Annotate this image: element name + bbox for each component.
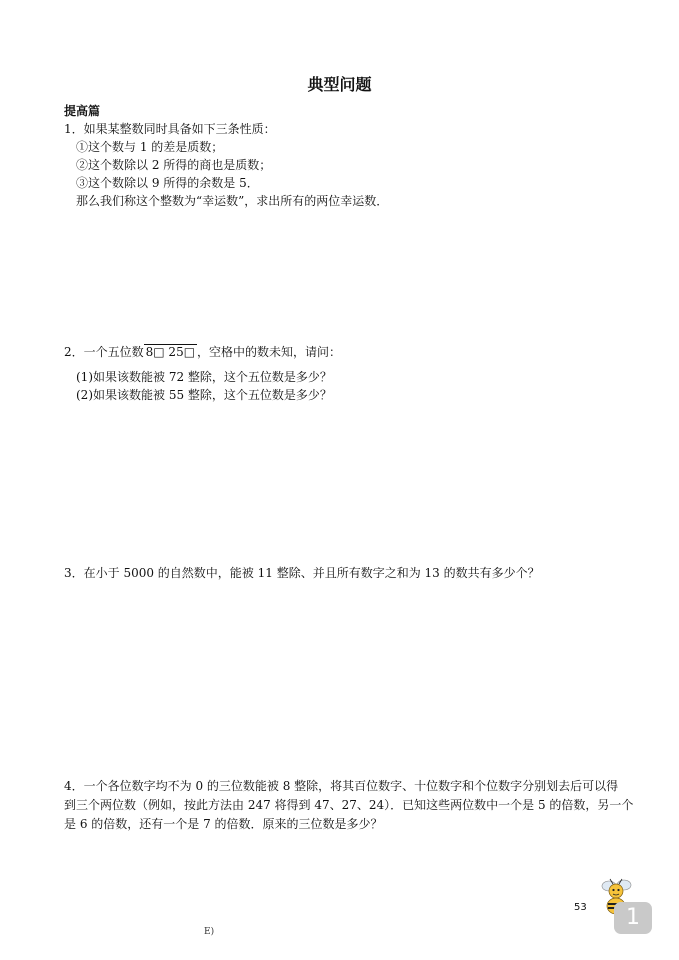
footer-mark: E) (204, 927, 215, 937)
section-heading: 提高篇 (64, 104, 101, 118)
problem-3-stem: 3．在小于 5000 的自然数中，能被 11 整除、并且所有数字之和为 13 的数共有多少个？ (64, 566, 540, 580)
page-number: 53 (574, 902, 587, 913)
problem-1-condition-3: ③这个数除以 9 所得的余数是 5． (76, 176, 259, 190)
problem-2-stem (64, 344, 341, 360)
problem-2-part-2: (2)如果该数能被 55 整除，这个五位数是多少？ (76, 388, 332, 402)
problem-2-number: 8□ 25□ (145, 345, 196, 359)
problem-1-condition-2: ②这个数除以 2 所得的商也是质数； (76, 158, 272, 172)
problem-2-stem-suffix: ，空格中的数未知，请问： (197, 345, 342, 359)
problem-4-line-3: 是 6 的倍数，还有一个是 7 的倍数．原来的三位数是多少？ (64, 817, 383, 831)
page-title: 典型问题 (307, 75, 372, 94)
problem-1-stem: 1．如果某整数同时具备如下三条性质： (64, 122, 276, 136)
problem-1-closing: 那么我们称这个整数为“幸运数”，求出所有的两位幸运数． (76, 194, 389, 208)
problem-4-line-1: 4．一个各位数字均不为 0 的三位数能被 8 整除，将其百位数字、十位数字和个位数字分别划去后可以得 (64, 779, 619, 793)
problem-4-line-2: 到三个两位数（例如，按此方法由 247 将得到 47、27、24）．已知这些两位数中一个是 5 的倍数，另一个 (64, 798, 634, 812)
problem-1-condition-1: ①这个数与 1 的差是质数； (76, 140, 224, 154)
page-badge: 1 (614, 902, 652, 934)
problem-2-stem-prefix: 2．一个五位数 (64, 345, 144, 359)
problem-2-part-1: (1)如果该数能被 72 整除，这个五位数是多少？ (76, 370, 332, 384)
